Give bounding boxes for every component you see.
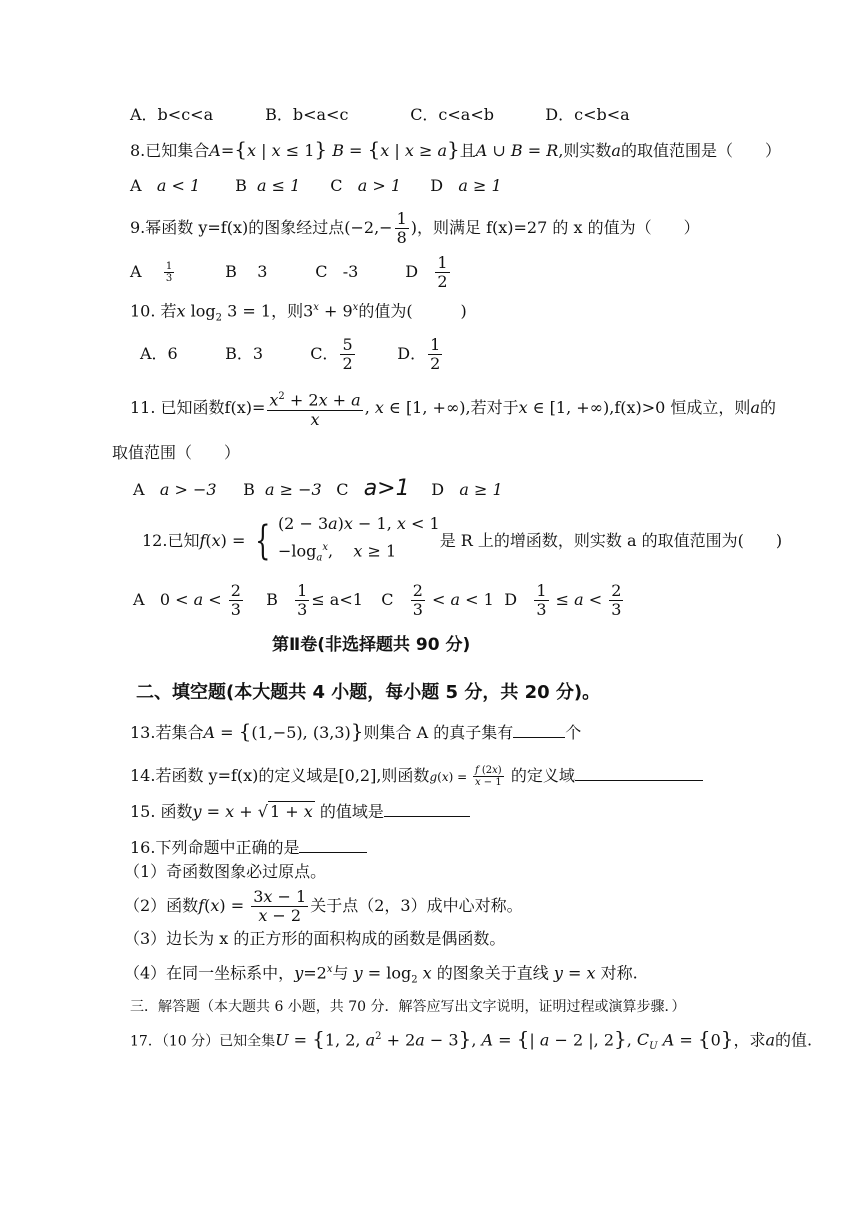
q9-option-c: C -3 xyxy=(315,262,359,281)
q16-item-3: （3）边长为 x 的正方形的面积构成的函数是偶函数。 xyxy=(124,929,506,948)
q12-option-d: D $\frac{1}{3}$ ≤ a < $\frac{2}{3}$ xyxy=(504,581,622,619)
q16-stem xyxy=(130,836,367,859)
q15-stem: 15. 函数y = x + √ 1 + x 的值域是 xyxy=(130,800,470,823)
section3-title: 三．解答题（本大题共 6 小题，共 70 分．解答应写出文字说明，证明过程或演算步骤．） xyxy=(130,999,686,1015)
q10-options xyxy=(140,332,444,376)
q8-option-b: B a ≤ 1 xyxy=(235,176,301,195)
q10-option-a: A．6 xyxy=(140,344,178,363)
q12-option-b: B $\frac{1}{3}$ ≤ a<1 xyxy=(266,581,363,619)
q12-option-a: A 0 < a < $\frac{2}{3}$ xyxy=(133,581,241,619)
q7-options xyxy=(130,104,630,126)
q13-prefix: 13.若集合 xyxy=(130,723,204,742)
q10-suffix: 的值为( ) xyxy=(358,301,467,321)
q8-option-c: C a > 1 xyxy=(330,176,401,195)
q12-prefix: 12.已知 xyxy=(142,530,200,550)
q13-stem: 13.若集合A = {(1,−5), (3,3)}则集合 A 的真子集有 个 xyxy=(130,719,582,743)
q12-suffix: 是 R 上的增函数，则实数 a 的取值范围为( ) xyxy=(439,530,783,550)
q8-option-a: A a < 1 xyxy=(130,176,201,195)
q10-option-d: D． $\frac{1}{2}$ xyxy=(397,335,441,373)
q10-mid: ，则 xyxy=(271,301,304,321)
q9-stem: 9.幂函数 y=f(x)的图象经过点(−2,− $\frac{1}{8}$ )，则满足 f(x)=27 的 x 的值为（ ） xyxy=(130,209,700,247)
part2-title: 第Ⅱ卷(非选择题共 90 分) xyxy=(272,635,471,655)
q13-tail: 个 xyxy=(565,723,582,742)
q9-option-a: A $\frac{1}{3}$ xyxy=(130,261,173,284)
q10-option-b: B．3 xyxy=(225,344,264,363)
q12-option-c: C $\frac{2}{3}$ < a < 1 xyxy=(381,581,494,619)
q8-suffix2: 的取值范围是（ ） xyxy=(620,141,781,160)
q9-prefix: 9.幂函数 y=f(x)的图象经过点 xyxy=(130,218,345,237)
q9-options xyxy=(130,250,452,294)
q10-option-c: C． $\frac{5}{2}$ xyxy=(310,335,353,373)
q12-piecewise: (2 − 3a)x − 1, x < 1 $-\log_a^x$, x ≥ 1 xyxy=(277,514,440,564)
q12-options xyxy=(133,578,625,622)
q11-stem-line2: 取值范围（ ） xyxy=(112,443,241,462)
q11-mid2: ,f(x)>0 恒成立，则 xyxy=(609,398,751,417)
q9-option-d: D $\frac{1}{2}$ xyxy=(405,253,448,291)
q8-middle: 且 xyxy=(459,141,476,160)
section2-title: 二、填空题(本大题共 4 小题，每小题 5 分，共 20 分)。 xyxy=(136,682,601,703)
q8-suffix: 则实数 xyxy=(563,141,612,160)
q13-suffix: 则集合 A 的真子集有 xyxy=(363,723,514,742)
q15-prefix: 15. 函数 xyxy=(130,802,193,821)
q7-option-b: B．b<a<c xyxy=(265,105,349,124)
q7-option-c: C．c<a<b xyxy=(410,105,494,124)
q7-option-a: A．b<c<a xyxy=(130,105,214,124)
q11-suffix: 的 xyxy=(759,398,776,417)
q11-prefix: 11. 已知函数 xyxy=(130,398,225,417)
q11-option-d: D a ≥ 1 xyxy=(431,480,503,499)
q14-stem: 14.若函数 y=f(x)的定义域是[0,2],则函数g(x) = $\frac{f (2x)}{x - 1}$ 的定义域 xyxy=(130,756,703,797)
q11-mid: ,若对于 xyxy=(465,398,519,417)
q13-answer-blank[interactable] xyxy=(513,721,565,738)
q11-option-c: C a>1 xyxy=(336,476,410,501)
q7-option-d: D．c<b<a xyxy=(545,105,630,124)
q11-func-frac: $\frac{x^2 + 2x + a}{x}$ xyxy=(267,388,362,428)
q10-prefix: 10. 若 xyxy=(130,301,177,321)
q16-answer-blank[interactable] xyxy=(299,836,367,853)
q9-suffix: ，则满足 f(x)=27 的 x 的值为（ ） xyxy=(417,218,700,237)
q15-suffix: 的值域是 xyxy=(319,802,384,821)
q15-answer-blank[interactable] xyxy=(384,800,470,817)
q8-prefix: 8.已知集合 xyxy=(130,141,210,160)
q11-options xyxy=(133,478,503,501)
q14-suffix: 的定义域 xyxy=(510,766,575,785)
q17-stem: 17．（10 分）已知全集U = {1, 2, $a^2 + 2a - 3$}, A = {| a − 2 |, 2}, $C_U$ A = {0}，求a的值. xyxy=(130,1026,813,1053)
q8-option-d: D a ≥ 1 xyxy=(430,176,502,195)
q8-options xyxy=(130,175,502,197)
q12-stem: 12.已知f(x) = { (2 − 3a)x − 1, x < 1 $-\log_a^x$, x ≥ 1 是 R 上的增函数，则实数 a 的取值范围为( ) xyxy=(142,512,782,571)
q14-answer-blank[interactable] xyxy=(575,764,703,781)
q16-item-1: （1）奇函数图象必过原点。 xyxy=(124,862,327,881)
q17-suffix2: 的值. xyxy=(775,1030,813,1050)
q16-item-2: （2）函数f(x) = $\frac{3x - 1}{x - 2}$ 关于点（2，3）成中心对称。 xyxy=(124,887,523,925)
q11-stem: 11. 已知函数f(x)= $\frac{x^2 + 2x + a}{x}$ , x ∈ [1, +∞),若对于x ∈ [1, +∞),f(x)>0 恒成立，则a的 xyxy=(130,386,776,430)
q8-stem: 8.已知集合A={x | x ≤ 1} B = {x | x ≥ a}且A ∪ B = R,则实数a的取值范围是（ ） xyxy=(130,137,781,161)
q10-stem: 10. 若x $\log_2 3 = 1$，则$3^x + 9^x$的值为( ) xyxy=(130,301,467,324)
q16-prefix: 16.下列命题中正确的是 xyxy=(130,838,300,857)
q11-option-b: B a ≥ −3 xyxy=(243,480,322,499)
q14-prefix: 14.若函数 y=f(x)的定义域是[0,2],则函数 xyxy=(130,766,430,785)
q17-suffix: ，求 xyxy=(733,1030,766,1050)
q11-option-a: A a > −3 xyxy=(133,480,217,499)
q17-prefix: 17．（10 分）已知全集 xyxy=(130,1033,276,1050)
q9-point-frac: $\frac{1}{8}$ xyxy=(396,209,407,247)
q9-option-b: B 3 xyxy=(225,262,268,281)
q16-item-4: （4）在同一坐标系中，$y=2^x$与 $y = \log_2 x$ 的图象关于直线 y = x 对称. xyxy=(124,963,638,986)
